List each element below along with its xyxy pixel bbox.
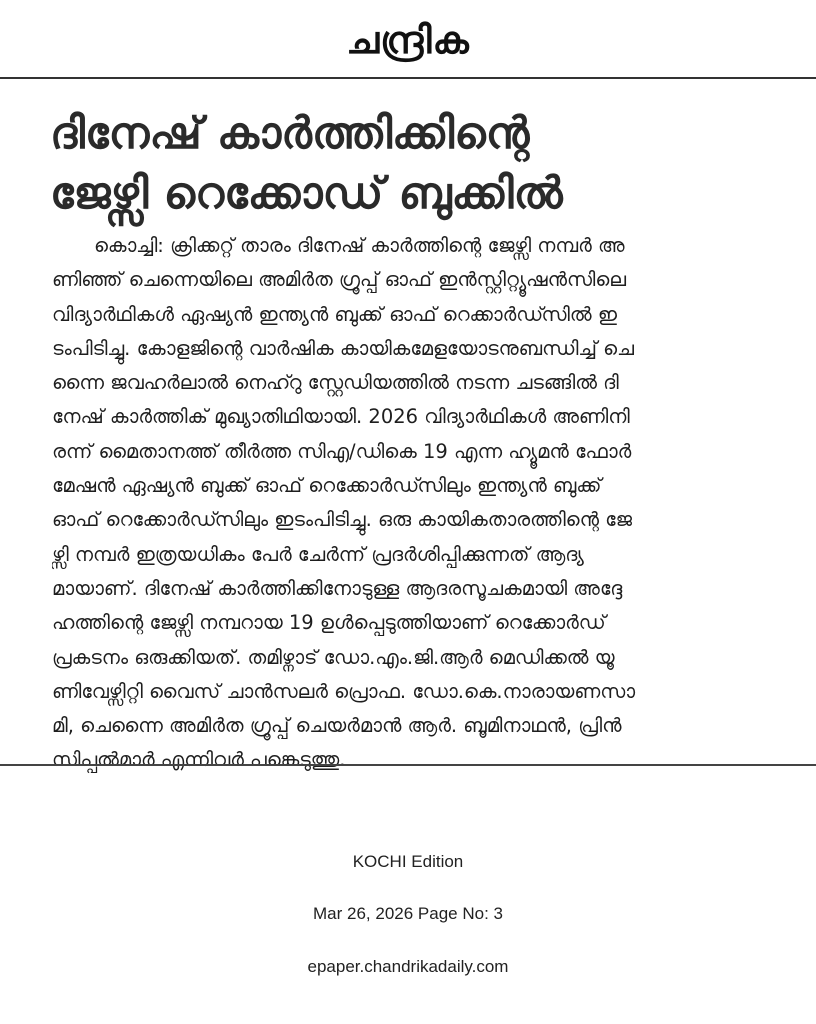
article-line: ഴ്സി നമ്പർ ഇത്രയധികം പേർ ചേർന്ന് പ്രദർശിപ്പിക്കുന്നത് ആദ്യ: [52, 542, 584, 566]
article-line: മി, ചെന്നൈ അമിർത ഗ്രൂപ്പ് ചെയർമാൻ ആർ. ബൂമിനാഥൻ, പ്രിൻ: [52, 714, 622, 738]
article-line: ന്നൈ ജവഹർലാൽ നെഹ്റു സ്റ്റേഡിയത്തിൽ നടന്ന ചടങ്ങിൽ ദി: [52, 371, 619, 395]
date-page-label: Mar 26, 2026 Page No: 3: [313, 904, 503, 923]
headline-line: ദിനേഷ് കാർത്തിക്കിന്റെ: [50, 108, 530, 159]
newspaper-masthead: ചന്ദ്രിക: [346, 18, 470, 62]
article-bottom-divider: [0, 764, 816, 766]
article-line: ഓഫ് റെക്കോർഡ്സിലും ഇടംപിടിച്ചു. ഒരു കായികതാരത്തിന്റെ ജേ: [52, 508, 633, 532]
article-body: [52, 229, 815, 778]
edition-label: KOCHI Edition: [352, 852, 464, 871]
article-line: വിദ്യാർഥികൾ ഏഷ്യൻ ഇന്ത്യൻ ബുക്ക് ഓഫ് റെക്കാർഡ്സിൽ ഇ: [52, 302, 617, 326]
masthead-divider: [0, 77, 816, 79]
article-line: മായാണ്. ദിനേഷ് കാർത്തിക്കിനോടുള്ള ആദരസൂചകമായി അദ്ദേ: [52, 576, 623, 600]
article-line: ണിഞ്ഞ് ചെന്നെയിലെ അമിർത ഗ്രൂപ്പ് ഓഫ് ഇൻസ്റ്റിറ്റ്യൂഷൻസിലെ: [52, 268, 627, 292]
article-line: നേഷ് കാർത്തിക് മുഖ്യാതിഥിയായി. 2026 വിദ്യാർഥികൾ അണിനി: [52, 405, 630, 429]
article-line: രന്ന് മൈതാനത്ത് തീർത്ത സിഎ/ഡികെ 19 എന്ന ഹ്യൂമൻ ഫോർ: [52, 439, 632, 463]
article-headline: [50, 104, 790, 224]
headline-line: ജേഴ്സി റെക്കോഡ് ബുക്കിൽ: [50, 168, 563, 219]
article-line: സിപ്പൽമാർ എന്നിവർ പങ്കെടുത്തു.: [52, 748, 346, 772]
website-label: epaper.chandrikadaily.com: [307, 957, 509, 976]
article-line: ഹത്തിന്റെ ജേഴ്സി നമ്പറായ 19 ഉൾപ്പെടുത്തിയാണ് റെക്കോർഡ്: [52, 611, 606, 635]
article-line: ടംപിടിച്ചു. കോളജിന്റെ വാർഷിക കായികമേളയോടനുബന്ധിച്ച് ചെ: [52, 336, 634, 360]
article-line: പ്രകടനം ഒരുക്കിയത്. തമിഴ്നാട് ഡോ.എം.ജി.ആർ മെഡിക്കൽ യൂ: [52, 645, 615, 669]
article-line: മേഷൻ ഏഷ്യൻ ബുക്ക് ഓഫ് റെക്കോർഡ്സിലും ഇന്ത്യൻ ബുക്ക്: [52, 474, 602, 498]
article-line: ണിവേഴ്സിറ്റി വൈസ് ചാൻസലർ പ്രൊഫ. ഡോ.കെ.നാരായണസാ: [52, 679, 636, 703]
article-line: കൊച്ചി: ക്രിക്കറ്റ് താരം ദിനേഷ് കാർത്തിന്റെ ജേഴ്സി നമ്പർ അ: [94, 234, 625, 257]
